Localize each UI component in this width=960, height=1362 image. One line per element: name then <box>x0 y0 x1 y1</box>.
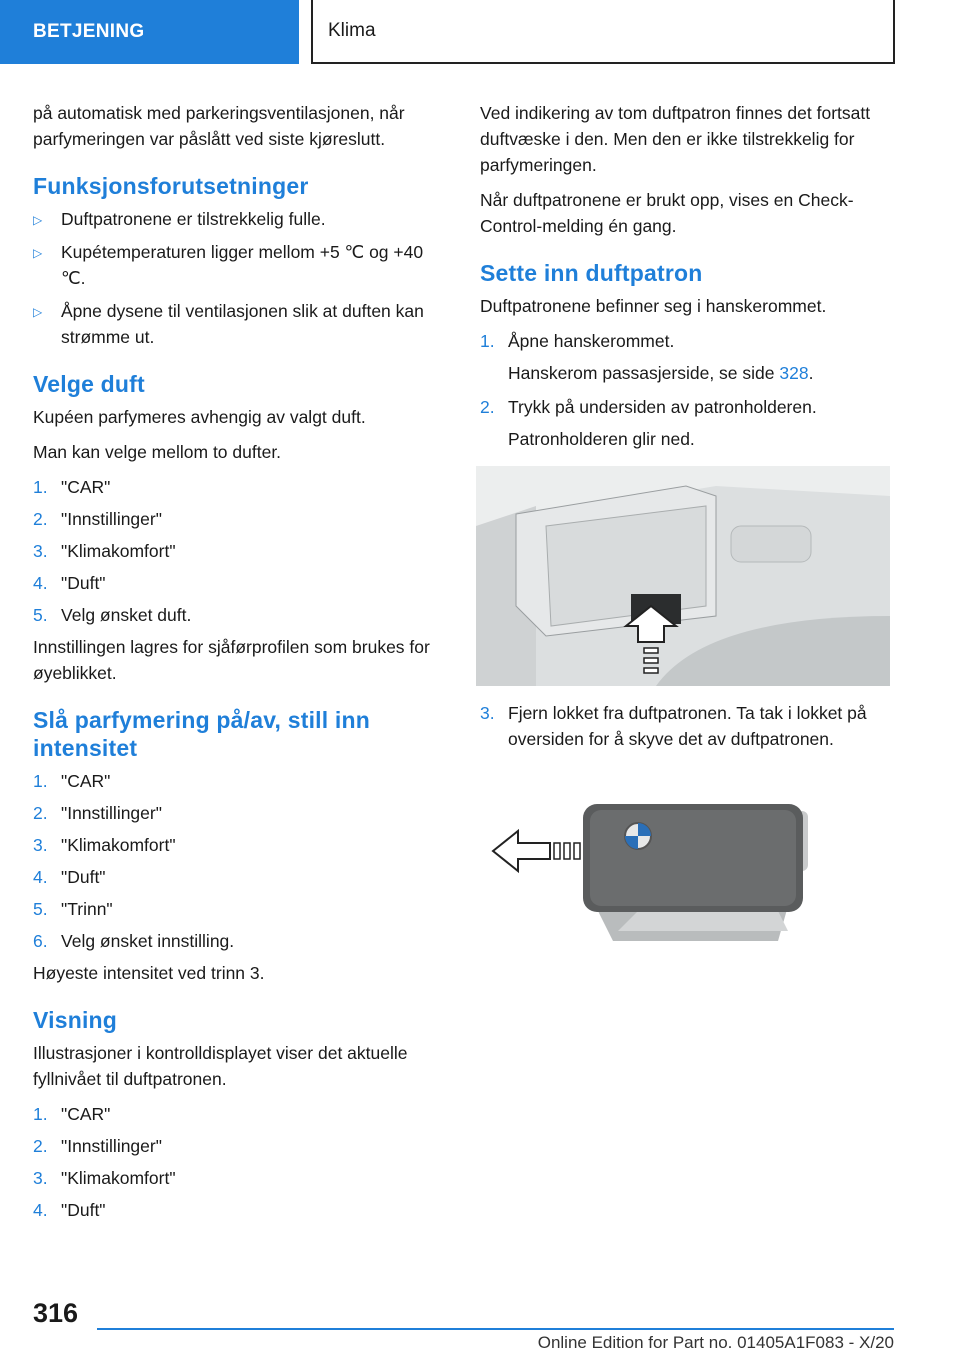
step-subtext: Hanskerom passasjerside, se side 328. <box>508 363 814 383</box>
list-item: 4. "Duft" <box>33 867 106 887</box>
heading-sla-parfymering: Slå parfymering på/av, still inn intensitet <box>33 707 371 761</box>
list-item: 1. "CAR" <box>33 477 111 497</box>
heading-funksjonsforutsetninger: Funksjonsforutsetninger <box>33 173 309 199</box>
paragraph: Ved indikering av tom duftpatron finnes det fortsatt duftvæske i den. Men den er ikke tilstrekkelig for parfymeringen. <box>480 103 871 175</box>
list-item: ▷ Åpne dysene til ventilasjonen slik at duften kan strømme ut. <box>33 301 424 347</box>
left-column <box>33 100 438 1229</box>
paragraph: Man kan velge mellom to dufter. <box>33 442 282 462</box>
list-item: 1. "CAR" <box>33 771 111 791</box>
right-column <box>480 100 890 946</box>
list-item: 1. "CAR" <box>33 1104 111 1124</box>
section-title: BETJENING <box>33 21 145 42</box>
step-subtext: Patronholderen glir ned. <box>508 429 695 449</box>
requirements-list <box>33 206 438 350</box>
section-tab <box>0 0 299 64</box>
list-item: 4. "Duft" <box>33 573 106 593</box>
list-item: 1. Åpne hanskerommet. <box>480 331 675 351</box>
steps-visning <box>33 1101 438 1223</box>
heading-velge-duft: Velge duft <box>33 371 145 397</box>
steps-sette-inn-c <box>480 700 890 752</box>
paragraph: Kupéen parfymeres avhengig av valgt duft. <box>33 407 366 427</box>
list-item: 4. "Duft" <box>33 1200 106 1220</box>
triangle-bullet-icon: ▷ <box>33 213 43 227</box>
chapter-header <box>311 0 895 64</box>
edition-note: Online Edition for Part no. 01405A1F083 - X/20 <box>537 1333 894 1352</box>
list-item: 5. Velg ønsket duft. <box>33 605 192 625</box>
steps-sette-inn-a <box>480 328 890 354</box>
footer-divider <box>97 1328 894 1330</box>
paragraph: Høyeste intensitet ved trinn 3. <box>33 963 265 983</box>
paragraph: Når duftpatronene er brukt opp, vises en Check-Control-melding én gang. <box>480 190 854 236</box>
list-item: 2. "Innstillinger" <box>33 803 162 823</box>
list-item: 5. "Trinn" <box>33 899 113 919</box>
steps-velge-duft <box>33 474 438 628</box>
glovebox-holder-illustration <box>476 466 890 686</box>
intro-paragraph: på automatisk med parkeringsventilasjonen, når parfymeringen var påslått ved siste kjøreslutt. <box>33 103 405 149</box>
triangle-bullet-icon: ▷ <box>33 305 43 319</box>
list-item: ▷ Kupétemperaturen ligger mellom +5 ℃ og +40 ℃. <box>33 242 424 288</box>
list-item: 3. "Klimakomfort" <box>33 835 176 855</box>
list-item: 3. "Klimakomfort" <box>33 541 176 561</box>
list-item: ▷ Duftpatronene er tilstrekkelig fulle. <box>33 206 438 232</box>
chapter-title: Klima <box>328 20 376 41</box>
list-item: 3. "Klimakomfort" <box>33 1168 176 1188</box>
list-item: 2. "Innstillinger" <box>33 1136 162 1156</box>
page-number: 316 <box>33 1298 79 1328</box>
steps-sette-inn-b <box>480 394 890 420</box>
paragraph: Innstillingen lagres for sjåførprofilen som brukes for øyeblikket. <box>33 637 430 683</box>
page-link[interactable]: 328 <box>779 363 809 383</box>
list-item: 2. "Innstillinger" <box>33 509 162 529</box>
list-item: 2. Trykk på undersiden av patronholderen. <box>480 397 817 417</box>
heading-sette-inn-duftpatron: Sette inn duftpatron <box>480 260 703 286</box>
cartridge-lid-illustration <box>488 796 818 946</box>
triangle-bullet-icon: ▷ <box>33 246 43 260</box>
paragraph: Duftpatronene befinner seg i hanskerommet. <box>480 296 827 316</box>
heading-visning: Visning <box>33 1007 118 1033</box>
paragraph: Illustrasjoner i kontrolldisplayet viser det aktuelle fyllnivået til duftpatronen. <box>33 1043 408 1089</box>
list-item: 3. Fjern lokket fra duftpatronen. Ta tak i lokket på oversiden for å skyve det av duftpatronen. <box>480 703 867 749</box>
list-item: 6. Velg ønsket innstilling. <box>33 931 235 951</box>
steps-intensitet <box>33 768 438 954</box>
